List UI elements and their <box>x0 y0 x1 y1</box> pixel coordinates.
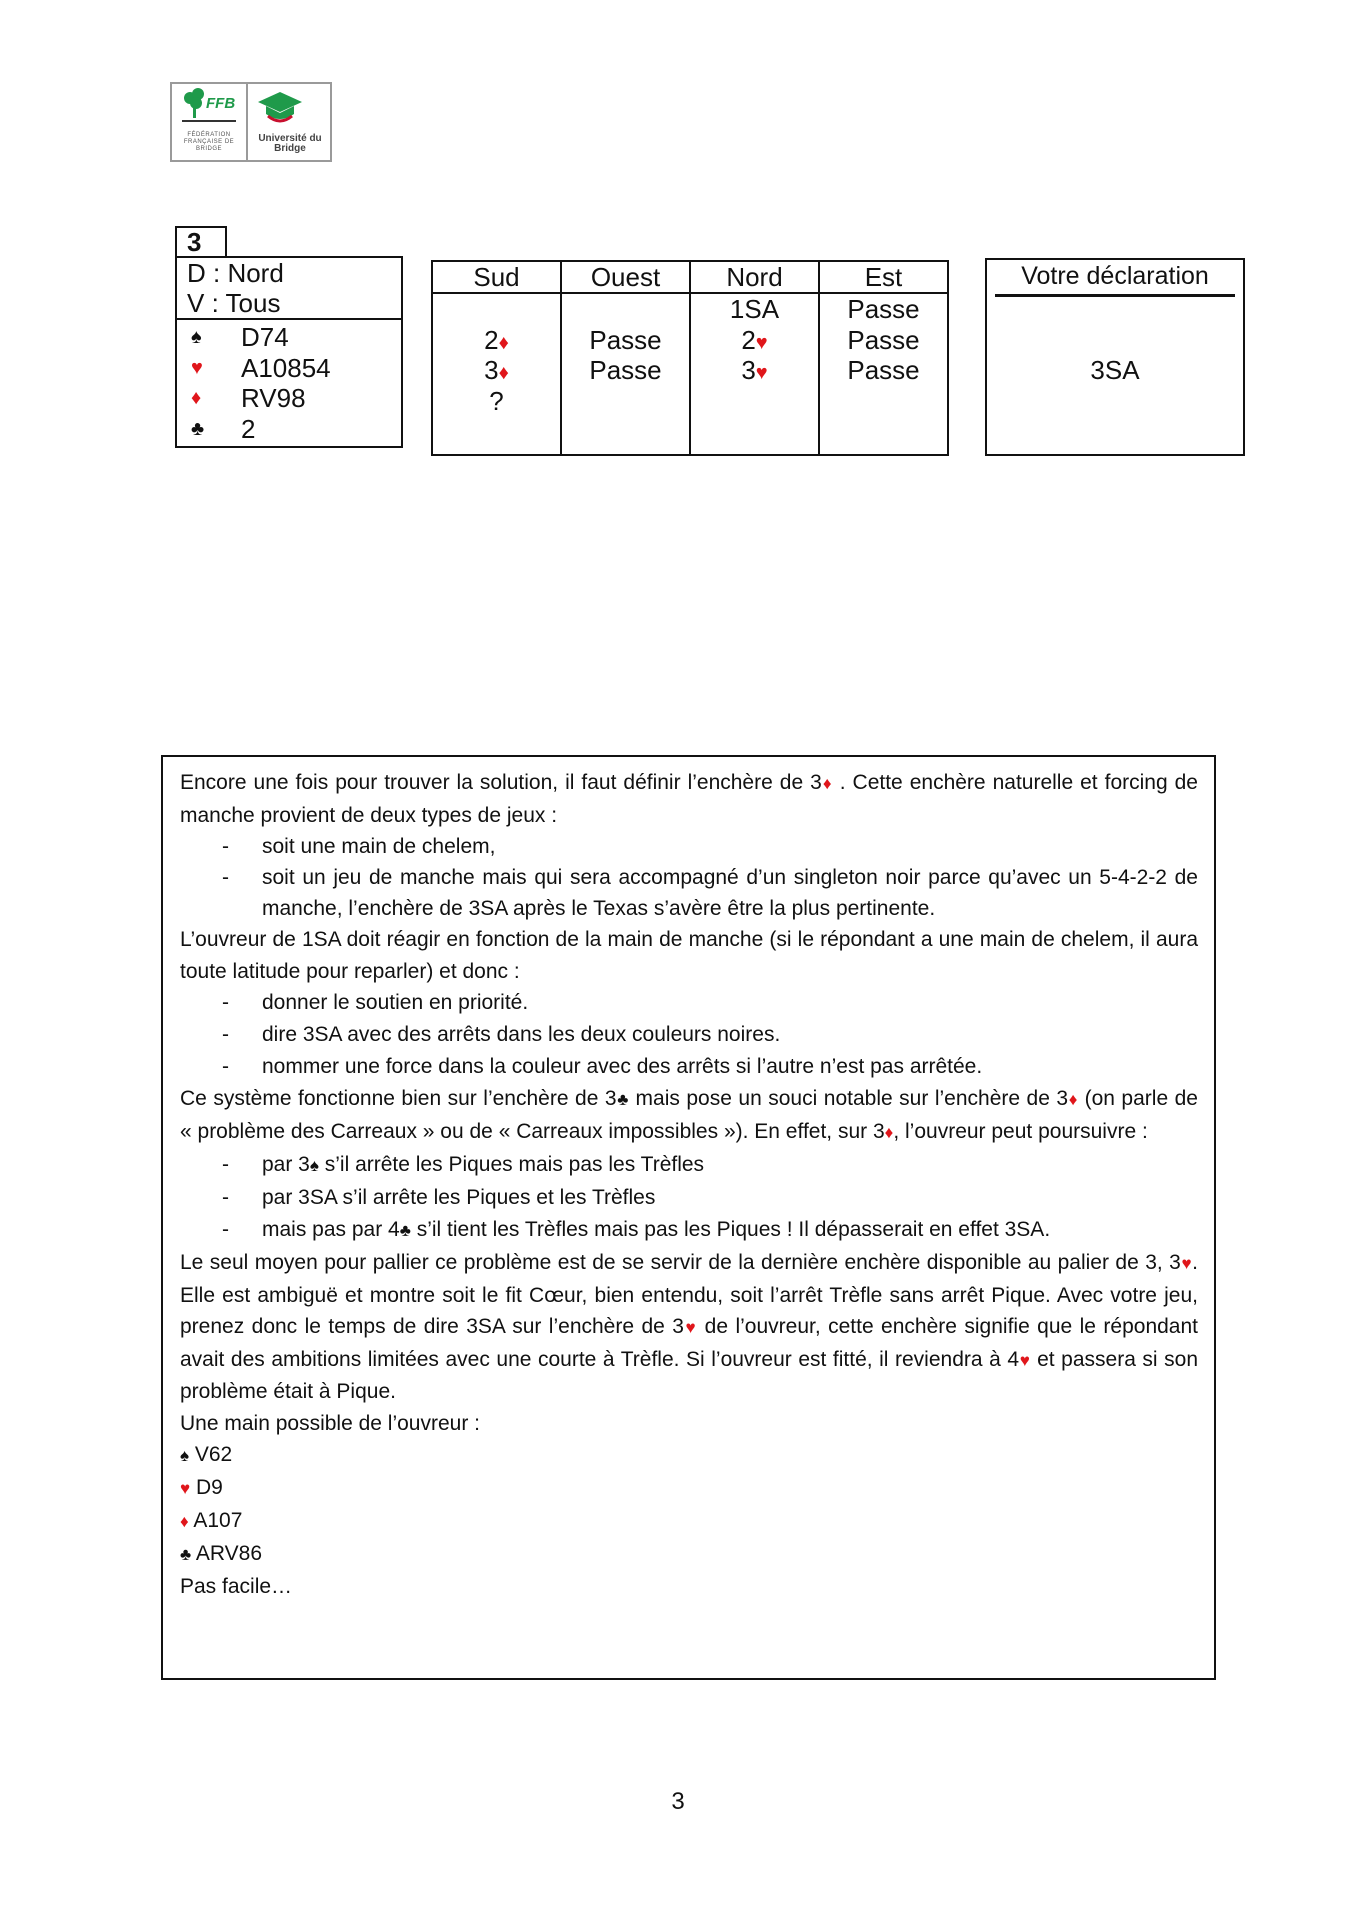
bidding-header: Ouest <box>562 262 689 294</box>
bidding-column-est <box>820 262 947 454</box>
ffb-emblem <box>172 84 248 160</box>
closing-line: Pas facile… <box>180 1575 293 1598</box>
opener-hand-row: ♥ D9 <box>180 1476 223 1499</box>
list-item: - nommer une force dans la couleur avec des arrêts si l’autre n’est pas arrêtée. <box>222 1055 983 1078</box>
explanation-box <box>161 755 1216 1680</box>
bid-cell: Passe <box>847 355 920 385</box>
list-item: - mais pas par 4♣ s’il tient les Trèfles mais pas les Piques ! Il dépasserait en effet 3SA. <box>222 1218 1051 1241</box>
club-icon: ♣ <box>191 417 205 440</box>
spade-icon: ♠ <box>180 1446 190 1465</box>
bidding-column-sud <box>433 262 562 454</box>
bid-cell: Passe <box>847 324 920 355</box>
south-hand <box>177 320 401 444</box>
bid-cell: Passe <box>847 294 920 324</box>
page-number: 3 <box>671 1788 685 1815</box>
deal-box <box>175 256 403 448</box>
opener-hand-row: ♣ ARV86 <box>180 1542 263 1565</box>
diamond-icon: ♦ <box>884 1123 894 1142</box>
list-item: - soit une main de chelem, <box>222 835 496 858</box>
hand-cards: D74 <box>241 322 289 352</box>
explanation-paragraph: Ce système fonctionne bien sur l’enchère de 3♣ mais pose un souci notable sur l’enchère de 3♦ (on parle de « problème des Carreaux » ou de « Carreaux impossibles »). En effet, sur 3♦, l’ouvreur peut poursuivre : <box>180 1087 1198 1143</box>
bidding-header: Est <box>820 262 947 294</box>
club-icon: ♣ <box>399 1221 411 1240</box>
dealer-vulnerability <box>177 258 401 320</box>
list-item: - donner le soutien en priorité. <box>222 991 529 1014</box>
hand-row-diamonds <box>191 383 401 414</box>
hand-row-spades <box>191 322 401 353</box>
hand-row-hearts <box>191 353 401 384</box>
bid-cell <box>562 294 689 325</box>
diamond-icon: ♦ <box>1068 1090 1079 1109</box>
declaration-answer: 3SA <box>1090 355 1140 385</box>
explanation-paragraph: L’ouvreur de 1SA doit réagir en fonction de la main de manche (si le répondant a une main de chelem, il aura toute latitude pour reparler) et donc : <box>180 928 1198 983</box>
heart-icon: ♥ <box>755 362 768 384</box>
spade-icon: ♠ <box>191 326 202 348</box>
bidding-column-nord <box>691 262 820 454</box>
diamond-icon: ♦ <box>498 362 509 384</box>
bid-cell: 3♥ <box>741 355 768 385</box>
universite-text: Université du Bridge <box>258 133 322 154</box>
opener-hand-row: ♠ V62 <box>180 1443 233 1466</box>
heart-icon: ♥ <box>755 331 768 354</box>
clover-icon <box>172 84 246 132</box>
list-item: - par 3♠ s’il arrête les Piques mais pas les Trèfles <box>222 1153 705 1176</box>
explanation-paragraph: Encore une fois pour trouver la solution, il faut définir l’enchère de 3♦ . Cette enchère naturelle et forcing de manche provient de deux types de jeux : <box>180 771 1198 827</box>
dealer-label: D : Nord <box>187 258 284 288</box>
heart-icon: ♥ <box>1019 1350 1031 1370</box>
graduation-cap-icon <box>248 84 332 132</box>
ffb-subtitle: FÉDÉRATION FRANÇAISE DE BRIDGE <box>183 132 235 152</box>
list-item: - par 3SA s’il arrête les Piques et les Trèfles <box>222 1186 656 1209</box>
universite-emblem <box>248 84 332 160</box>
bidding-table <box>431 260 949 456</box>
club-icon: ♣ <box>616 1090 630 1109</box>
club-icon: ♣ <box>180 1545 192 1564</box>
hand-row-clubs <box>191 414 401 445</box>
explanation-paragraph: Le seul moyen pour pallier ce problème est de se servir de la dernière enchère disponible au palier de 3, 3♥. Elle est ambiguë et montre soit le fit Cœur, bien entendu, soit l’arrêt Trèfle sans arrêt Pique. Avec votre jeu, prenez donc le temps de dire 3SA sur l’enchère de 3♥ de l’ouvreur, cette enchère signifie que le répondant avait des ambitions limitées avec une courte à Trèfle. Si l’ouvreur est fitté, il reviendra à 4♥ et passera si son problème était à Pique. <box>180 1251 1199 1403</box>
hand-cards: 2 <box>241 413 256 444</box>
bidding-header: Sud <box>433 262 560 294</box>
opener-hand-row: ♦ A107 <box>180 1509 243 1532</box>
declaration-box <box>985 258 1245 456</box>
hand-cards: A10854 <box>241 352 331 383</box>
diamond-icon: ♦ <box>498 331 509 354</box>
bid-cell: 3♦ <box>484 355 509 385</box>
spade-icon: ♠ <box>309 1156 319 1175</box>
hand-cards: RV98 <box>241 383 306 413</box>
board-number: 3 <box>175 226 227 258</box>
list-item: - dire 3SA avec des arrêts dans les deux couleurs noires. <box>222 1023 781 1046</box>
bid-cell: 2♥ <box>741 324 768 355</box>
vulnerability-label: V : Tous <box>187 288 281 318</box>
diamond-icon: ♦ <box>180 1512 189 1531</box>
list-item: - soit un jeu de manche mais qui sera accompagné d’un singleton noir parce qu’avec un 5-4-2-2 de manche, l’enchère de 3SA après le Texas s’avère être la plus pertinente. <box>222 866 1198 920</box>
ffb-text: FFB <box>206 95 236 112</box>
bid-cell: Passe <box>589 355 662 385</box>
diamond-icon: ♦ <box>821 774 833 793</box>
bidding-column-ouest <box>562 262 691 454</box>
bid-cell <box>433 294 560 325</box>
heart-icon: ♥ <box>1180 1254 1193 1273</box>
explanation-paragraph: Une main possible de l’ouvreur : <box>180 1411 480 1435</box>
bid-cell: 2♦ <box>484 324 509 355</box>
heart-icon: ♥ <box>180 1479 191 1498</box>
ffb-logo <box>170 82 332 162</box>
bid-cell: 1SA <box>729 294 780 324</box>
heart-icon: ♥ <box>191 356 203 379</box>
bid-cell: ? <box>489 385 504 416</box>
heart-icon: ♥ <box>683 1318 698 1337</box>
declaration-title: Votre déclaration <box>995 260 1235 297</box>
bid-cell: Passe <box>589 324 662 355</box>
diamond-icon: ♦ <box>191 387 202 409</box>
bidding-header: Nord <box>691 262 818 294</box>
